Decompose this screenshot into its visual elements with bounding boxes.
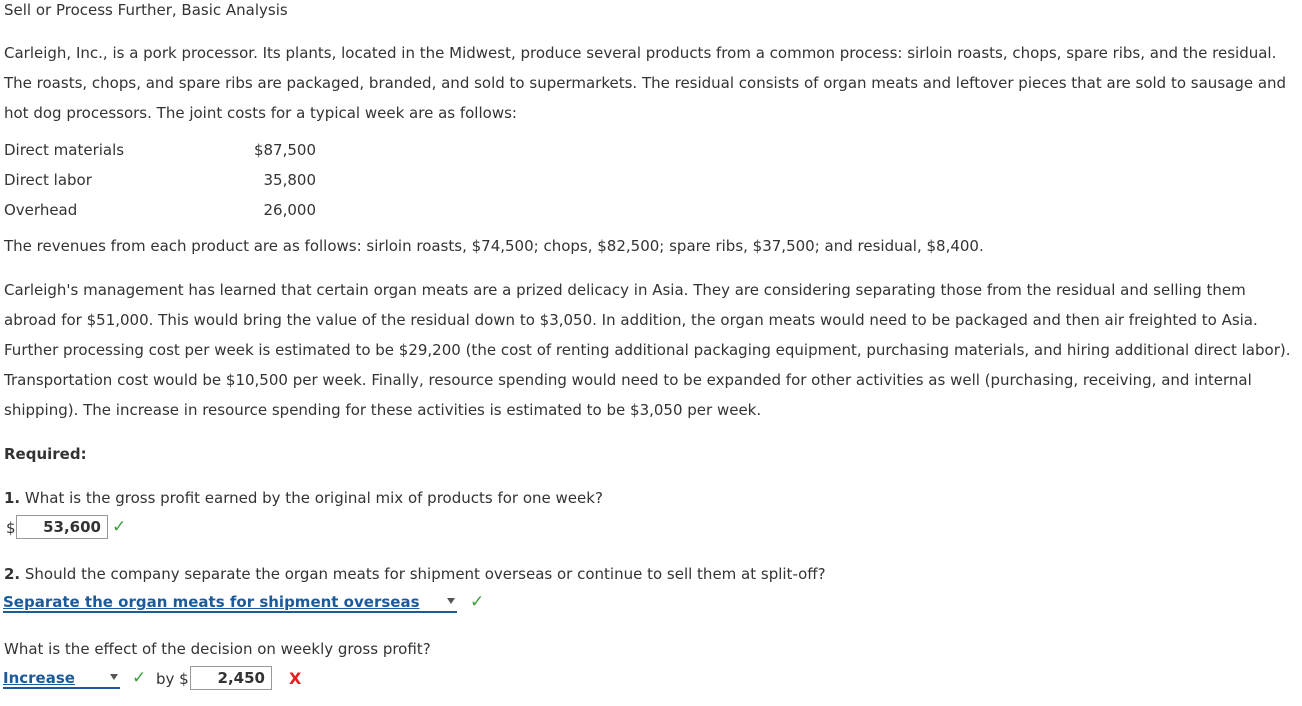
question-1-text: What is the gross profit earned by the original mix of products for one week?	[20, 489, 603, 507]
q2-effect-correct-check-icon: ✓	[132, 668, 147, 688]
question-2-number: 2.	[4, 565, 21, 583]
cost-value-direct-materials: $87,500	[253, 141, 316, 159]
cost-label-direct-materials: Direct materials	[4, 141, 125, 159]
question-1	[4, 488, 603, 508]
q1-currency-symbol: $	[6, 519, 16, 537]
q2-amount-incorrect-x-icon: X	[289, 669, 302, 688]
q1-answer-input[interactable]: 53,600	[16, 515, 108, 539]
q2-decision-dropdown[interactable]	[3, 593, 457, 613]
management-line-5: shipping). The increase in resource spending for these activities is estimated to be $3,050 per week.	[4, 401, 762, 419]
page-title: Sell or Process Further, Basic Analysis	[4, 1, 288, 19]
intro-line-3: hot dog processors. The joint costs for a typical week are as follows:	[4, 104, 517, 122]
management-line-4: Transportation cost would be $10,500 per week. Finally, resource spending would need to be expanded for other activities as well (purchasing, receiving, and internal	[4, 371, 1252, 389]
intro-line-2: The roasts, chops, and spare ribs are packaged, branded, and sold to supermarkets. The residual consists of organ meats and leftover pieces that are sold to sausage and	[4, 74, 1287, 92]
cost-value-direct-labor: 35,800	[263, 171, 316, 189]
management-line-1: Carleigh's management has learned that certain organ meats are a prized delicacy in Asia. They are considering separating those from the residual and selling them	[4, 281, 1246, 299]
chevron-down-icon	[447, 598, 455, 604]
q2-effect-dropdown[interactable]	[3, 669, 120, 689]
chevron-down-icon	[110, 674, 118, 680]
question-2	[4, 564, 826, 584]
revenues-line: The revenues from each product are as follows: sirloin roasts, $74,500; chops, $82,500; spare ribs, $37,500; and residual, $8,400.	[4, 237, 984, 255]
effect-question: What is the effect of the decision on weekly gross profit?	[4, 640, 431, 658]
management-line-2: abroad for $51,000. This would bring the value of the residual down to $3,050. In addition, the organ meats would need to be packaged and then air freighted to Asia.	[4, 311, 1258, 329]
q2-effect-selected: Increase	[3, 669, 75, 687]
required-heading: Required:	[4, 445, 87, 463]
q2-decision-correct-check-icon: ✓	[470, 592, 485, 612]
cost-label-overhead: Overhead	[4, 201, 78, 219]
cost-label-direct-labor: Direct labor	[4, 171, 92, 189]
q2-amount-input[interactable]: 2,450	[190, 666, 272, 690]
cost-value-overhead: 26,000	[263, 201, 316, 219]
question-2-text: Should the company separate the organ meats for shipment overseas or continue to sell them at split-off?	[20, 565, 826, 583]
intro-line-1: Carleigh, Inc., is a pork processor. Its plants, located in the Midwest, produce several products from a common process: sirloin roasts, chops, spare ribs, and the residual.	[4, 44, 1277, 62]
management-line-3: Further processing cost per week is estimated to be $29,200 (the cost of renting additional packaging equipment, purchasing materials, and hiring additional direct labor).	[4, 341, 1291, 359]
q2-decision-selected: Separate the organ meats for shipment overseas	[3, 593, 420, 611]
question-1-number: 1.	[4, 489, 21, 507]
by-dollar-label: by $	[156, 670, 189, 688]
q1-correct-check-icon: ✓	[112, 517, 127, 537]
